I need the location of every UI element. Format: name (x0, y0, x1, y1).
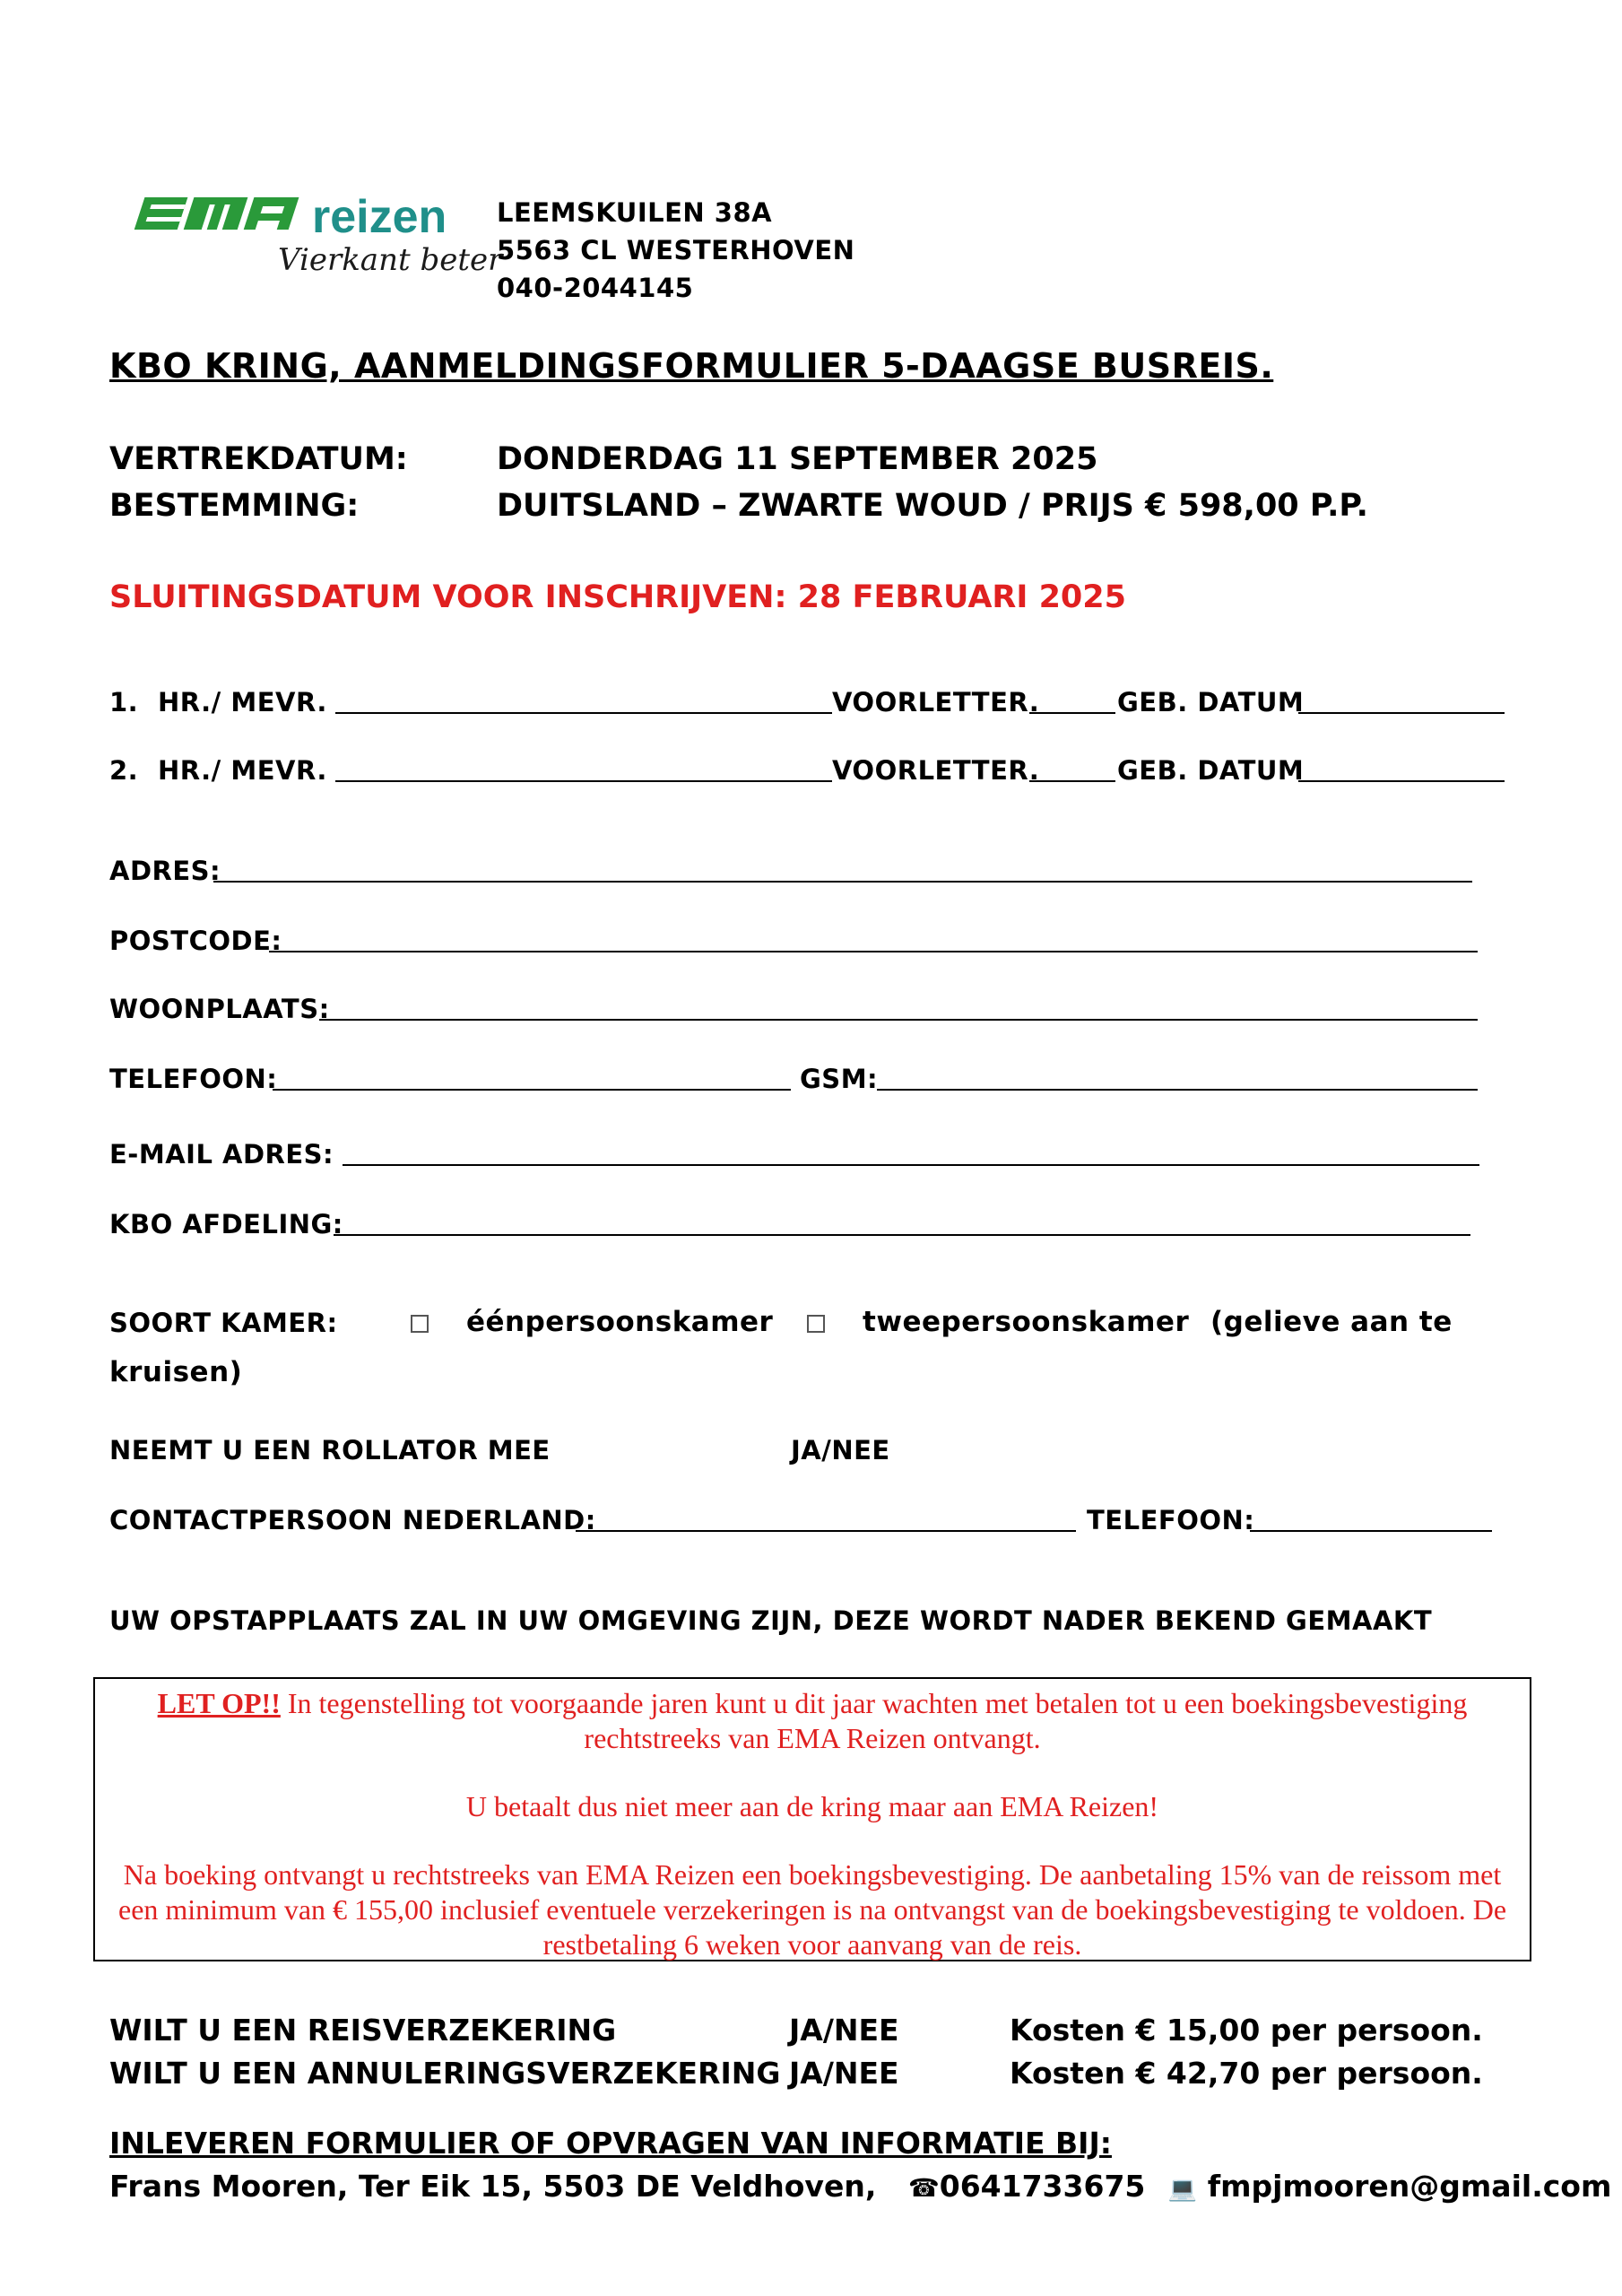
single-room-label: éénpersoonskamer (466, 1306, 774, 1338)
city-label: WOONPLAATS: (109, 994, 330, 1024)
notice-line3: Na boeking ontvangt u rechtstreeks van EMA Reizen een boekingsbevestiging. De aanbetaling 15% van de reissom met een minimum van € 155,00 inclusief eventuele verzekeringen is na ontvangst van de boekingsbevestiging te voldoen. De restbetaling 6 weken voor aanvang van de reis. (117, 1858, 1507, 1961)
phone-icon: ☎ (907, 2173, 940, 2203)
notice-paragraph-1 (95, 1686, 1530, 1756)
person-number: 2. (109, 755, 139, 786)
name-field[interactable] (335, 780, 832, 782)
logo-slogan: Vierkant beter (278, 242, 503, 278)
email-field[interactable] (343, 1164, 1479, 1166)
travel-insurance-cost: Kosten € 15,00 per persoon. (1010, 2013, 1483, 2048)
name-field[interactable] (335, 712, 832, 714)
person-title-label: HR./ MEVR. (158, 755, 327, 786)
computer-icon: 💻 (1167, 2176, 1198, 2203)
footer-phone[interactable]: 0641733675 (939, 2169, 1146, 2204)
initials-field[interactable] (1029, 712, 1115, 714)
double-room-label: tweepersoonskamer (863, 1306, 1190, 1338)
form-title: KBO KRING, AANMELDINGSFORMULIER 5-DAAGSE BUSREIS. (109, 346, 1274, 386)
postcode-field[interactable] (269, 951, 1478, 952)
notice-attention: LET OP!! (157, 1687, 281, 1719)
initials-field[interactable] (1029, 780, 1115, 782)
postcode-label: POSTCODE: (109, 926, 282, 956)
departure-value: DONDERDAG 11 SEPTEMBER 2025 (497, 441, 1098, 477)
room-label: SOORT KAMER: (109, 1308, 338, 1338)
contact-field[interactable] (576, 1530, 1076, 1532)
address-phone: 040-2044145 (497, 273, 694, 303)
cancel-insurance-choice[interactable]: JA/NEE (789, 2056, 899, 2091)
person-title-label: HR./ MEVR. (158, 687, 327, 718)
dob-label: GEB. DATUM (1117, 687, 1305, 718)
departure-label: VERTREKDATUM: (109, 441, 408, 477)
footer-heading: INLEVEREN FORMULIER OF OPVRAGEN VAN INFORMATIE BIJ: (109, 2126, 1112, 2161)
address-field[interactable] (213, 881, 1472, 883)
closing-date: SLUITINGSDATUM VOOR INSCHRIJVEN: 28 FEBRUARI 2025 (109, 579, 1126, 615)
cancel-insurance-label: WILT U EEN ANNULERINGSVERZEKERING (109, 2056, 781, 2091)
room-note-cont: kruisen) (109, 1356, 243, 1388)
address-city: 5563 CL WESTERHOVEN (497, 235, 855, 265)
notice-line2: U betaalt dus niet meer aan de kring maar aan EMA Reizen! (465, 1790, 1159, 1822)
phone-label: TELEFOON: (109, 1064, 278, 1094)
cancel-insurance-cost: Kosten € 42,70 per persoon. (1010, 2056, 1483, 2091)
footer-email[interactable]: fmpjmooren@gmail.com (1207, 2169, 1612, 2204)
mobile-label: GSM: (800, 1064, 879, 1094)
phone-field[interactable] (273, 1089, 791, 1091)
initials-label: VOORLETTER. (832, 687, 1040, 718)
email-label: E-MAIL ADRES: (109, 1139, 334, 1170)
travel-insurance-label: WILT U EEN REISVERZEKERING (109, 2013, 617, 2048)
destination-label: BESTEMMING: (109, 488, 360, 524)
kbo-label: KBO AFDELING: (109, 1209, 343, 1239)
person-number: 1. (109, 687, 139, 718)
travel-insurance-choice[interactable]: JA/NEE (789, 2013, 899, 2048)
address-street: LEEMSKUILEN 38A (497, 197, 773, 228)
notice-line1: In tegenstelling tot voorgaande jaren kunt u dit jaar wachten met betalen tot u een boekingsbevestiging rechtstreeks van EMA Reizen ontvangt. (280, 1687, 1468, 1754)
dob-field[interactable] (1298, 780, 1505, 782)
dob-field[interactable] (1298, 712, 1505, 714)
room-note: (gelieve aan te (1210, 1306, 1453, 1338)
logo-word: reizen (312, 191, 447, 243)
city-field[interactable] (319, 1019, 1478, 1021)
contact-label: CONTACTPERSOON NEDERLAND: (109, 1505, 596, 1535)
mobile-field[interactable] (877, 1089, 1478, 1091)
company-logo (111, 190, 503, 289)
single-room-checkbox[interactable] (411, 1315, 429, 1333)
footer-address: Frans Mooren, Ter Eik 15, 5503 DE Veldhoven, (109, 2169, 877, 2204)
initials-label: VOORLETTER. (832, 755, 1040, 786)
destination-value: DUITSLAND – ZWARTE WOUD / PRIJS € 598,00 P.P. (497, 488, 1368, 524)
boarding-info: UW OPSTAPPLAATS ZAL IN UW OMGEVING ZIJN, DEZE WORDT NADER BEKEND GEMAAKT (109, 1605, 1433, 1636)
double-room-checkbox[interactable] (807, 1315, 825, 1333)
rollator-choice[interactable]: JA/NEE (791, 1435, 890, 1465)
payment-notice-box (93, 1677, 1531, 1961)
address-label: ADRES: (109, 856, 221, 886)
contact-phone-label: TELEFOON: (1087, 1505, 1255, 1535)
footer-contact (109, 2169, 1611, 2204)
rollator-label: NEEMT U EEN ROLLATOR MEE (109, 1435, 551, 1465)
dob-label: GEB. DATUM (1117, 755, 1305, 786)
contact-phone-field[interactable] (1250, 1530, 1492, 1532)
kbo-field[interactable] (334, 1234, 1470, 1236)
